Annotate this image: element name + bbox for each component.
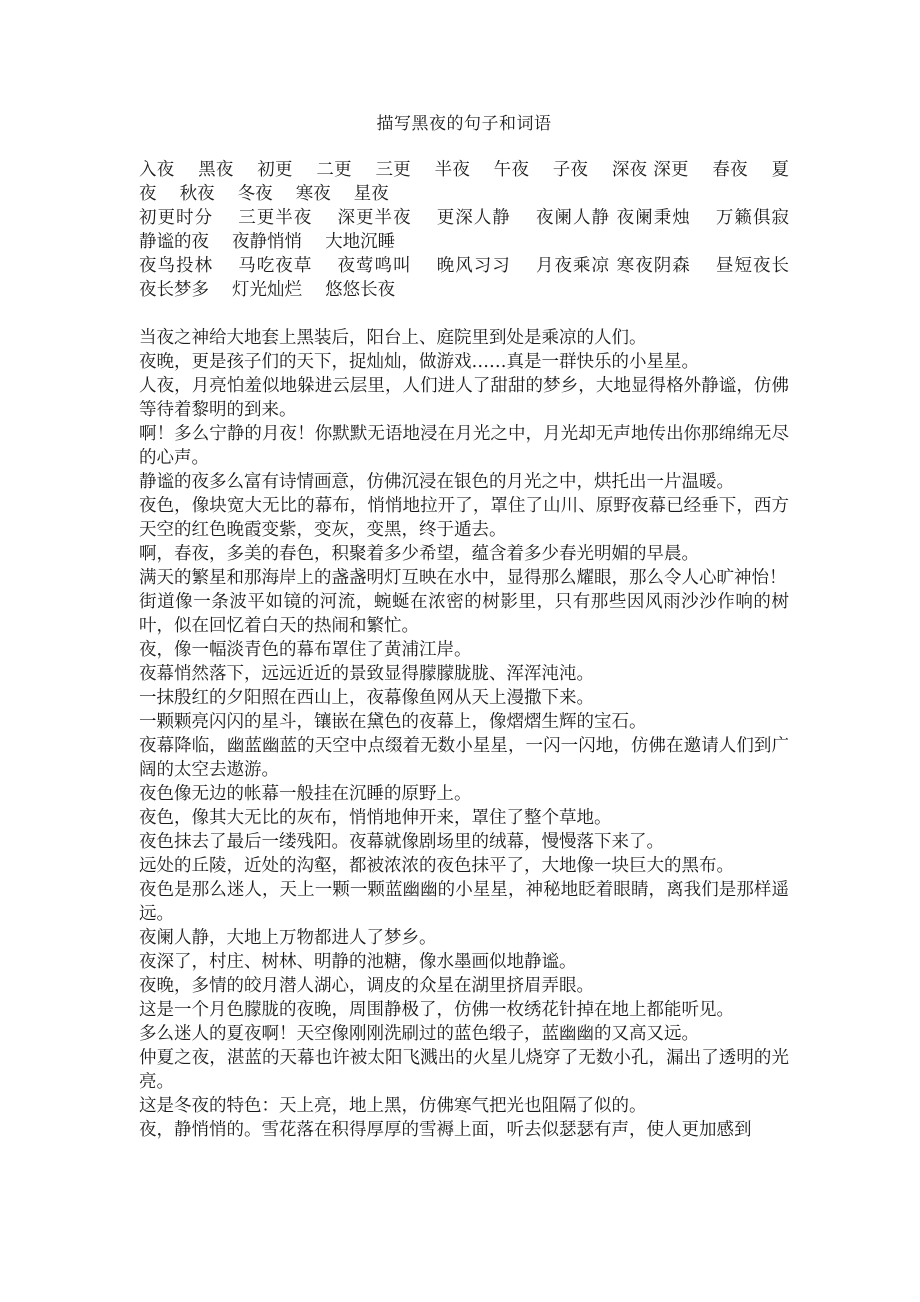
sentence: 夜晚，多情的皎月潜人湖心，调皮的众星在湖里挤眉弄眼。 (139, 976, 594, 996)
sentence: 远处的丘陵，近处的沟壑，都被浓浓的夜色抹平了，大地像一块巨大的黑布。 (139, 856, 734, 876)
sentence: 多么迷人的夏夜啊！天空像刚刚洗刷过的蓝色缎子，蓝幽幽的又高又远。 (139, 1024, 699, 1044)
sentence: 夜色像无边的帐幕一般挂在沉睡的原野上。 (139, 784, 472, 804)
sentence: 街道像一条波平如镜的河流，蜿蜒在浓密的树影里，只有那些因风雨沙沙作响的树叶，似在回忆着白天的热闹和繁忙。 (139, 592, 789, 636)
sentence: 夜阑人静，大地上万物都进人了梦乡。 (139, 928, 437, 948)
sentence: 啊，春夜，多美的春色，积聚着多少希望，蕴含着多少春光明媚的早晨。 (139, 544, 699, 564)
vocabulary-section (139, 158, 813, 302)
sentence: 夜色是那么迷人，天上一颗一颗蓝幽幽的小星星，神秘地眨着眼睛，离我们是那样遥远。 (139, 880, 789, 924)
sentence: 夜色，像块宽大无比的幕布，悄悄地拉开了，罩住了山川、原野夜幕已经垂下，西方天空的红色晚霞变紫，变灰，变黑，终于遁去。 (139, 496, 789, 540)
sentence: 当夜之神给大地套上黑装后，阳台上、庭院里到处是乘凉的人们。 (139, 328, 647, 348)
word-group-1: 入夜 黑夜 初更 二更 三更 半夜 午夜 子夜 深夜 深更 春夜 夏夜 秋夜 冬夜 寒夜 星夜 (139, 160, 789, 204)
sentence: 夜幕降临，幽蓝幽蓝的天空中点缀着无数小星星，一闪一闪地，仿佛在邀请人们到广阔的太空去遨游。 (139, 736, 789, 780)
sentence: 静谧的夜多么富有诗情画意，仿佛沉浸在银色的月光之中，烘托出一片温暖。 (139, 472, 734, 492)
word-group-2: 初更时分 三更半夜 深更半夜 更深人静 夜阑人静 夜阑秉烛 万籁俱寂 静谧的夜 夜静悄悄 大地沉睡 (139, 208, 813, 252)
document-title: 描写黑夜的句子和词语 (376, 114, 552, 134)
sentence: 夜色抹去了最后一缕残阳。夜幕就像剧场里的绒幕，慢慢落下来了。 (139, 832, 664, 852)
sentence: 夜，静悄悄的。雪花落在积得厚厚的雪褥上面，听去似瑟瑟有声，使人更加感到 (139, 1120, 752, 1140)
sentence: 夜幕悄然落下，远远近近的景致显得朦朦胧胧、浑浑沌沌。 (139, 664, 594, 684)
sentence: 仲夏之夜，湛蓝的天幕也许被太阳飞溅出的火星儿烧穿了无数小孔，漏出了透明的光亮。 (139, 1048, 789, 1092)
sentence: 夜晚，更是孩子们的天下，捉灿灿，做游戏……真是一群快乐的小星星。 (139, 352, 699, 372)
sentence: 夜深了，村庄、树林、明静的池糖，像水墨画似地静谧。 (139, 952, 577, 972)
word-group-3: 夜鸟投林 马吃夜草 夜莺鸣叫 晚风习习 月夜乘凉 寒夜阴森 昼短夜长 夜长梦多 灯光灿烂 悠悠长夜 (139, 256, 813, 300)
sentence: 满天的繁星和那海岸上的盏盏明灯互映在水中，显得那么耀眼，那么令人心旷神怡！ (139, 568, 787, 588)
sentence: 一颗颗亮闪闪的星斗，镶嵌在黛色的夜幕上，像熠熠生辉的宝石。 (139, 712, 647, 732)
sentences-section (139, 326, 789, 1142)
sentence: 这是冬夜的特色：天上亮，地上黑，仿佛寒气把光也阻隔了似的。 (139, 1096, 647, 1116)
sentence: 夜色，像其大无比的灰布，悄悄地伸开来，罩住了整个草地。 (139, 808, 612, 828)
sentence: 啊！多么宁静的月夜！你默默无语地浸在月光之中，月光却无声地传出你那绵绵无尽的心声。 (139, 424, 789, 468)
section-spacer (139, 302, 789, 326)
sentence: 一抹殷红的夕阳照在西山上，夜幕像鱼网从天上漫撒下来。 (139, 688, 594, 708)
sentence: 人夜，月亮怕羞似地躲进云层里，人们进人了甜甜的梦乡，大地显得格外静谧，仿佛等待着黎明的到来。 (139, 376, 789, 420)
sentence: 这是一个月色朦胧的夜晚，周围静极了，仿佛一枚绣花针掉在地上都能听见。 (139, 1000, 734, 1020)
sentence: 夜，像一幅淡青色的幕布罩住了黄浦江岸。 (139, 640, 472, 660)
document-page (139, 112, 813, 1142)
